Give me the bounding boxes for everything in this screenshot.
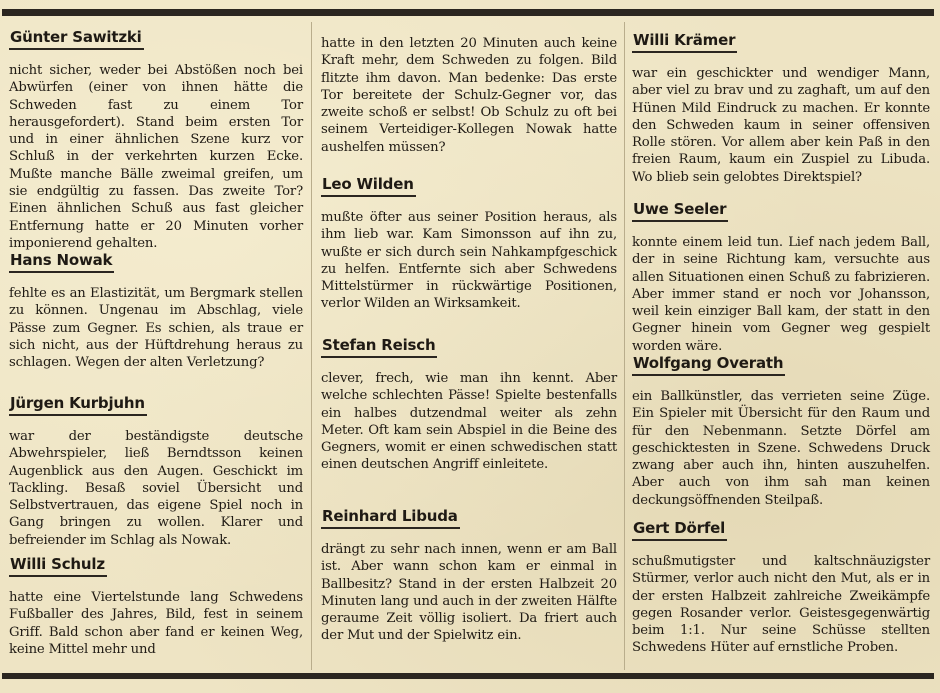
player-name: Stefan Reisch (321, 335, 437, 358)
player-name: Reinhard Libuda (321, 506, 460, 529)
article-overath (632, 353, 930, 509)
article-kurbjuhn (9, 393, 303, 549)
article-schulz (9, 554, 303, 658)
top-rule (2, 9, 934, 16)
player-name: Hans Nowak (9, 250, 114, 273)
article-wilden (321, 174, 617, 313)
article-reisch (321, 335, 617, 474)
article-libuda (321, 506, 617, 645)
article-text: hatte eine Viertelstunde lang Schwedens Fußballer des Jahres, Bild, fest in seinem Griff. Bald schon aber fand er keinen Weg, keine Mittel mehr und (9, 590, 303, 657)
player-name: Gert Dörfel (632, 518, 727, 541)
article-text: war der beständigste deutsche Abwehrspieler, ließ Berndtsson keinen Augenblick aus den Augen. Geschickt im Tackling. Besaß soviel Übersicht und Selbstvertrauen, das eigene Spiel noch in Gang bringen zu wollen. Klarer und befreiender im Schlag als Nowak. (9, 429, 303, 548)
article-text: mußte öfter aus seiner Position heraus, als ihm lieb war. Kam Simonsson auf ihn zu, wußte er sich durch sein Nahkampfgeschick zu helfen. Entfernte sich aber Schwedens Mittelstürmer in rückwärtige Positionen, verlor Wilden an Wirksamkeit. (321, 210, 617, 312)
article-text: clever, frech, wie man ihn kennt. Aber welche schlechten Pässe! Spielte bestenfalls ein halbes dutzendmal weiter als zehn Meter. Oft kam sein Abspiel in die Beine des Gegners, womit er einen schwedischen statt einen deutschen Angriff einleitete. (321, 371, 617, 473)
player-name: Uwe Seeler (632, 199, 728, 222)
player-name: Willi Schulz (9, 554, 107, 577)
player-name: Wolfgang Overath (632, 353, 785, 376)
article-text: war ein geschickter und wendiger Mann, aber viel zu brav und zu zaghaft, um auf den Hünen Mild Eindruck zu machen. Er konnte den Schweden kaum in seiner offensiven Rolle stören. Vor allem aber kein Paß in den freien Raum, kaum ein Zuspiel zu Libuda. Wo blieb sein gelobtes Direktspiel? (632, 66, 930, 185)
player-name: Willi Krämer (632, 30, 737, 53)
article-sawitzki (9, 27, 303, 252)
article-text: konnte einem leid tun. Lief nach jedem Ball, der in seine Richtung kam, versuchte aus allen Situationen einen Schuß zu fabrizieren. Aber immer stand er noch vor Johansson, weil kein einziger Ball kam, der statt in den Gegner hinein vom Gegner weg gespielt worden wäre. (632, 235, 930, 354)
article-text: schußmutigster und kaltschnäuzigster Stürmer, verlor auch nicht den Mut, als er in der ersten Halbzeit zahlreiche Zweikämpfe gegen Rosander verlor. Geistesgegenwärtig beim 1:1. Nur seine Schüsse stellten Schwedens Hüter auf ernstliche Proben. (632, 554, 930, 656)
article-text: hatte in den letzten 20 Minuten auch keine Kraft mehr, dem Schweden zu folgen. Bild flitzte ihm davon. Man bedenke: Das erste Tor bereitete der Schulz-Gegner vor, das zweite schoß er selbst! Ob Schulz zu oft bei seinem Verteidiger-Kollegen Nowak hatte aushelfen müssen? (321, 36, 617, 155)
column-divider (311, 22, 312, 670)
player-name: Leo Wilden (321, 174, 416, 197)
article-kraemer (632, 30, 930, 186)
column-divider (624, 22, 625, 670)
bottom-rule (2, 673, 934, 679)
player-name: Günter Sawitzki (9, 27, 144, 50)
article-text: nicht sicher, weder bei Abstößen noch bei Abwürfen (einer von ihnen hätte die Schweden fast zu einem Tor herausgefordert). Stand beim ersten Tor und in einer ähnlichen Szene kurz vor Schluß in der verkehrten kurzen Ecke. Mußte manche Bälle zweimal greifen, um sie endgültig zu fassen. Das zweite Tor? Einen ähnlichen Schuß aus fast gleicher Entfernung hatte er 20 Minuten vorher imponierend gehalten. (9, 63, 303, 251)
article-doerfel (632, 518, 930, 657)
player-name: Jürgen Kurbjuhn (9, 393, 147, 416)
article-nowak (9, 250, 303, 371)
article-text: drängt zu sehr nach innen, wenn er am Ball ist. Aber wann schon kam er einmal in Ballbesitz? Stand in der ersten Halbzeit 20 Minuten lang und auch in der zweiten Hälfte geraume Zeit völlig isoliert. Da friert auch der Mut und der Spielwitz ein. (321, 542, 617, 644)
article-seeler (632, 199, 930, 355)
article-schulz-continued (321, 35, 617, 156)
article-text: ein Ballkünstler, das verrieten seine Züge. Ein Spieler mit Übersicht für den Raum und für den Nebenmann. Setzte Dörfel am geschicktesten in Szene. Schwedens Druck zwang aber auch ihn, hinten auszuhelfen. Aber auch von ihm sah man keinen deckungsöffnenden Steilpaß. (632, 389, 930, 508)
article-text: fehlte es an Elastizität, um Bergmark stellen zu können. Ungenau im Abschlag, viele Pässe zum Gegner. Es schien, als traue er sich nicht, aus der Hüftdrehung heraus zu schlagen. Wegen der alten Verletzung? (9, 286, 303, 371)
